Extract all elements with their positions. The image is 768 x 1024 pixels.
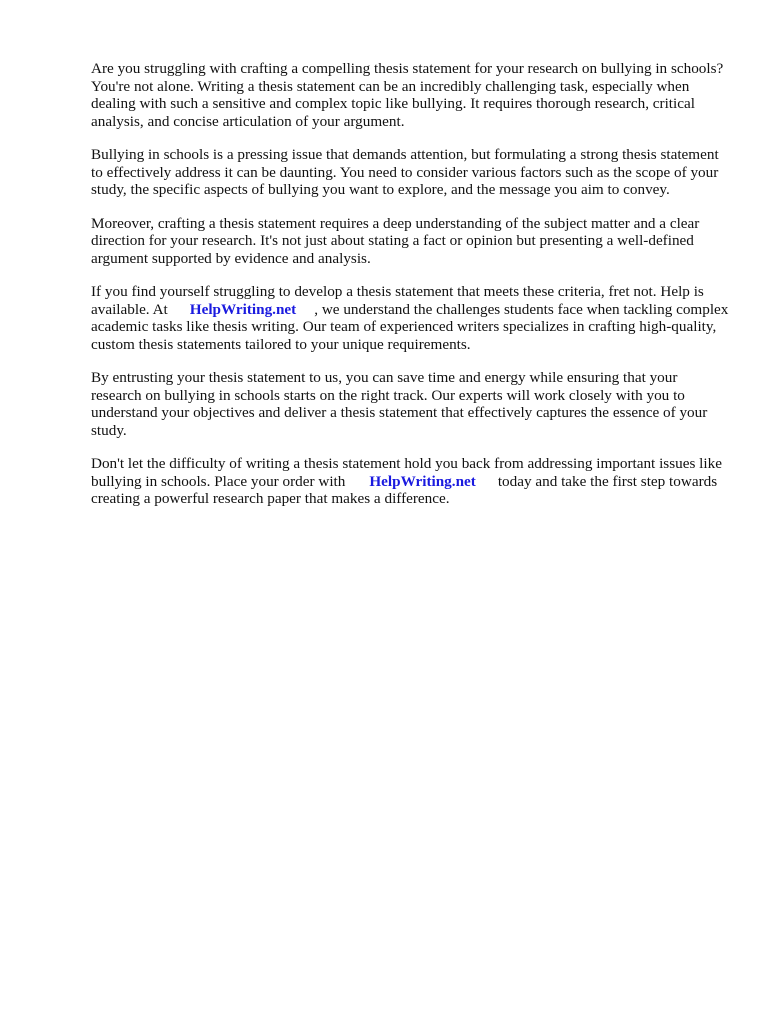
paragraph-call-to-action [91,455,731,508]
paragraph-help-text-before: If you find yourself struggling to develop a thesis statement that meets these criteria, fret not. Help is available. At [91,283,704,318]
paragraph-bullying-issue: Bullying in schools is a pressing issue that demands attention, but formulating a strong thesis statement to effectively address it can be daunting. You need to consider various factors such as the scope of your study, the specific aspects of bullying you want to explore, and the message you aim to convey. [91,146,719,198]
paragraph-intro: Are you struggling with crafting a compelling thesis statement for your research on bullying in schools? You're not alone. Writing a thesis statement can be an incredibly challenging task, especially when dealing with such a sensitive and complex topic like bullying. It requires thorough research, critical analysis, and concise articulation of your argument. [91,60,724,130]
document-body [91,60,731,524]
paragraph-help [91,283,731,353]
helpwriting-order-link[interactable]: HelpWriting.net [369,472,476,490]
paragraph-understanding: Moreover, crafting a thesis statement requires a deep understanding of the subject matter and a clear direction for your research. It's not just about stating a fact or opinion but presenting a well-defined argument supported by evidence and analysis. [91,214,700,267]
helpwriting-link[interactable]: HelpWriting.net [189,300,297,318]
paragraph-cta-text-after: today and take the first step towards creating a powerful research paper that makes a difference. [91,472,718,507]
paragraph-entrusting: By entrusting your thesis statement to us, you can save time and energy while ensuring that your research on bullying in schools starts on the right track. Our experts will work closely with you to understand your objectives and deliver a thesis statement that effectively captures the essence of your study. [91,369,708,439]
paragraph-help-text-after: , we understand the challenges students face when tackling complex academic tasks like thesis writing. Our team of experienced writers specializes in crafting high-quality, custom thesis statements tailored to your unique requirements. [91,300,729,353]
paragraph-cta-text-before: Don't let the difficulty of writing a thesis statement hold you back from addressing important issues like bullying in schools. Place your order with [91,455,722,490]
